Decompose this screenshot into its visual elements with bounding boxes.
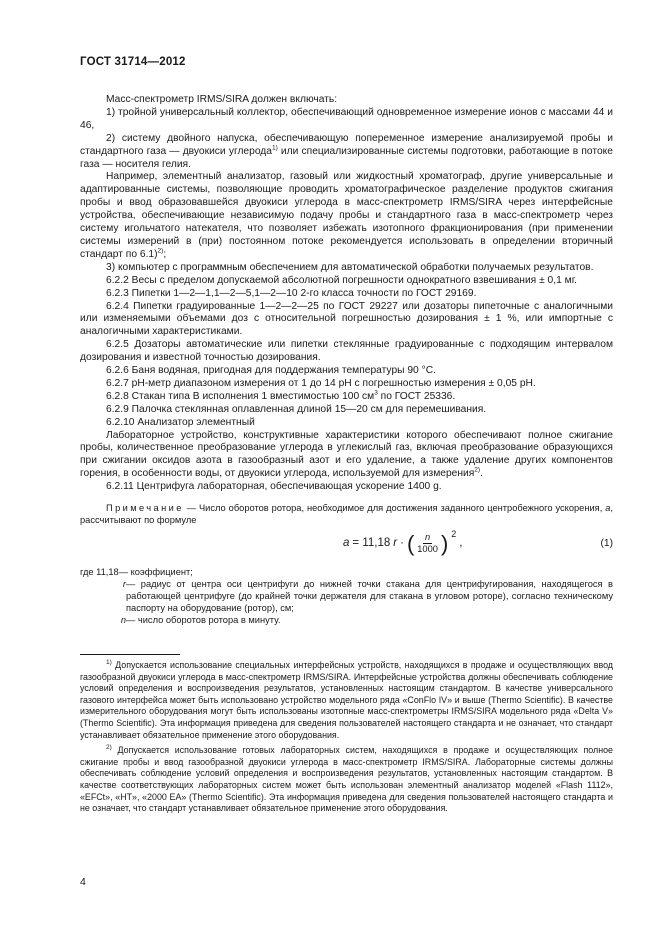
formula-number: (1) [600,538,613,550]
paragraph: 6.2.4 Пипетки градуированные 1—2—2—25 по ГОСТ 29227 или дозаторы пипеточные с аналогичными или изменяемыми объемами доз с относительной погрешностью дозирования ± 1 %, или импортные с аналогичными характеристиками. [80,300,613,338]
paragraph: 6.2.9 Палочка стеклянная оплавленная длиной 15—20 см для перемешивания. [106,403,487,415]
footnote: $^{1)}$ Допускается использование специальных интерфейсных устройств, находящихся в продаже и осуществляющих ввод газообразной двуокиси углерода в масс-спектрометр IRMS/SIRA. Интерфейсные устройства должны обеспечивать соблюдение условий определения и воспроизведения результатов, установленных настоящим стандартом. В качестве универсального газового интерфейса может быть использовано устройство модельного ряда «ConFlo IV» и выше (Thermo Scientific). В качестве измерительного оборудования могут быть использованы изотопные масс-спектрометры IRMS/SIRA модельного ряда «Delta V» (Thermo Scientific). Эта информация приведена для сведения пользователей настоящего стандарта и не означает, что стандарт устанавливает обязательное применение этого оборудования. [80,659,613,740]
paragraph: 6.2.2 Весы с пределом допускаемой абсолютной погрешности однократного взвешивания ± 0,1 мг. [106,274,578,286]
footnote: $^{2)}$ Допускается использование готовых лабораторных систем, находящихся в продаже и осуществляющих полное сжигание пробы и ввод газообразной двуокиси углерода в масс-спектрометр IRMS/SIRA. Лабораторные системы должны обеспечивать соблюдение условий определения и воспроизведения результатов, установленных настоящим стандартом. В качестве соответствующих лабораторных систем может быть использован элементный анализатор моделей «Flash 1112», «EFCt», «HT», «2000 EA» (Thermo Scientific). Эта информация приведена для сведения пользователей настоящего стандарта и не означает, что стандарт устанавливает обязательное применение этого оборудования. [80,744,613,814]
paragraph: 6.2.8 Стакан типа В исполнения 1 вместимостью 100 $см^3$ по ГОСТ 25336. [106,389,456,402]
paragraph: 6.2.7 pH-метр диапазоном измерения от 1 до 14 pH с погрешностью измерения ± 0,05 pH. [106,377,536,389]
paragraph: 2) систему двойного напуска, обеспечивающую попеременное измерение анализируемой пробы и стандартного газа — двуокиси углерода$^{1)}$ или специализированные системы подготовки, работающие в потоке газа — носителя гелия. [80,132,613,170]
formula-lhs: a [343,537,350,550]
formula-legend [80,566,613,626]
footnote-separator [80,654,180,655]
main-text [80,94,613,626]
formula: a = 11,18 r · ( $\frac{n}{1000}$ ) $^2$ , (1) [343,528,613,556]
footnote-ref[interactable]: 2) [157,247,164,255]
paragraph: 3) компьютер с программным обеспечением для автоматической обработки получаемых результатов. [106,261,594,273]
paragraph: Например, элементный анализатор, газовый или жидкостный хроматограф, другие универсальные и адаптированные системы, позволяющие проводить хроматографическое разделение продуктов сжигания пробы и ввод образовавшейся двуокиси углерода в масс-спектрометр IRMS/SIRA через интерфейсные устройства, обеспечивающие независимую подачу пробы и стандартного газа в масс-спектрометр через систему игольчатого натекателя, что позволяет избежать изотопного фракционирования (при применении системы измерений в (при) постоянном потоке рекомендуется использовать в определении вторичный стандарт по 6.1)$^{2)}$; [80,171,613,260]
footnote-ref[interactable]: 1) [272,144,278,152]
note: Примечание — Число оборотов ротора, необходимое для достижения заданного центробежного ускорения, a, рассчитывают по формуле [80,503,613,526]
footnote-ref[interactable]: 2) [474,466,481,474]
legend-item: где 11,18 — коэффициент; [80,567,193,578]
document-header: ГОСТ 31714—2012 [80,56,186,68]
paragraph: Масс-спектрометр IRMS/SIRA должен включать: [106,94,338,105]
note-label: Примечание [106,503,184,514]
paragraph: 6.2.6 Баня водяная, пригодная для поддержания температуры 90 °С. [106,365,436,377]
paragraph: 6.2.3 Пипетки 1—2—1,1—2—5,1—2—10 2-го класса точности по ГОСТ 29169. [106,287,477,299]
paragraph: 6.2.5 Дозаторы автоматические или пипетки стеклянные градуированные с подходящим интервалом дозирования и известной точностью дозирования. [80,339,613,364]
page-number: 4 [80,876,86,888]
paragraph: 6.2.10 Анализатор элементный [106,416,255,428]
legend-item: n — число оборотов ротора в минуту. [120,615,281,626]
paragraph: 1) тройной универсальный коллектор, обеспечивающий одновременное измерение ионов с массами 44 и 46, [80,106,613,131]
footnotes [80,660,613,819]
legend-item: r — радиус от центра оси центрифуги до нижней точки стакана для центрифугирования, находящегося в работающей центрифуге (до крайней точки держателя для стакана в угловом роторе), согласно техническому паспорту на оборудование (ротор), см; [122,579,613,614]
paragraph: Лабораторное устройство, конструктивные характеристики которого обеспечивают полное сжигание пробы, количественное преобразование углерода в углекислый газ, включая преобразование образующихся при сжигании оксидов азота в газообразный азот и его удаление, а также удаление других компонентов горения, в особенности воды, от двуокиси углерода, используемой для измерения$^{2)}$. [80,429,613,480]
formula-fraction: $\frac{n}{1000}$ [417,532,438,555]
paragraph: 6.2.11 Центрифуга лабораторная, обеспечивающая ускорение 1400 g. [106,481,442,493]
